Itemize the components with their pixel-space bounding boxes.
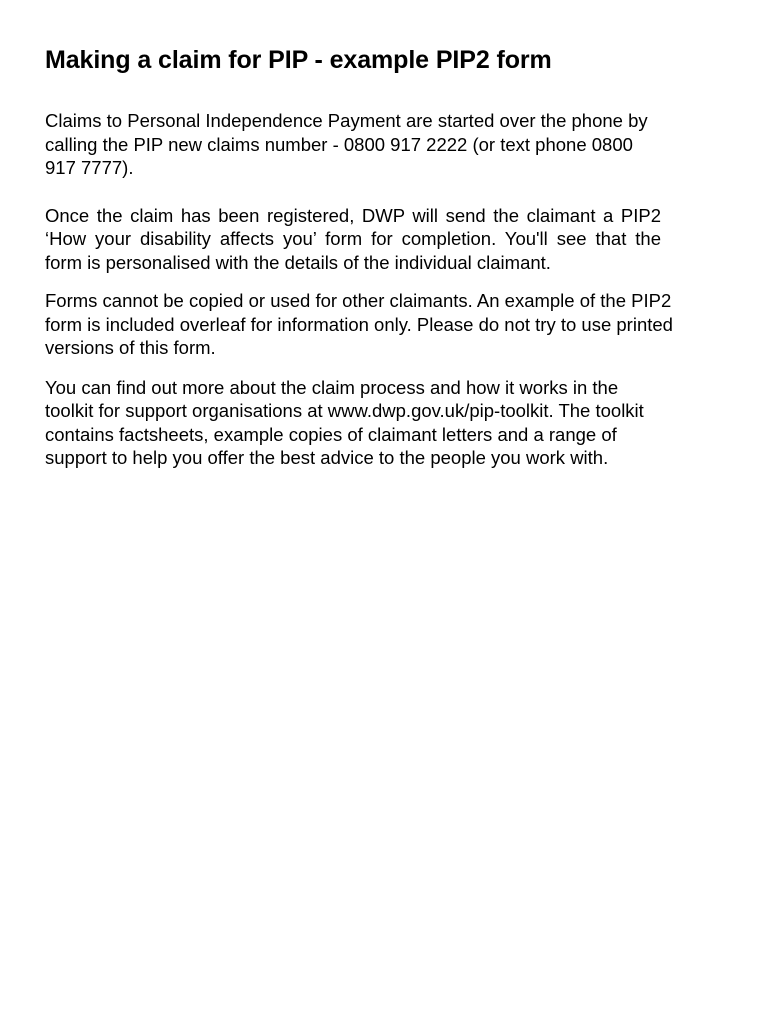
paragraph-spacer	[45, 180, 685, 204]
paragraph-spacer	[45, 274, 685, 289]
document-content	[45, 45, 685, 470]
paragraph-registration: Once the claim has been registered, DWP will send the claimant a PIP2 ‘How your disability affects you’ form for completion. You'll see that the form is personalised with the details of the individual claimant.	[45, 204, 661, 273]
paragraph-toolkit: You can find out more about the claim process and how it works in the toolkit for support organisations at www.dwp.gov.uk/pip-toolkit. The toolkit contains factsheets, example copies of claimant letters and a range of support to help you offer the best advice to the people you work with.	[45, 376, 644, 468]
paragraph-forms-notice: Forms cannot be copied or used for other claimants. An example of the PIP2 form is included overleaf for information only. Please do not try to use printed versions of this form.	[45, 290, 673, 358]
paragraph-spacer	[45, 360, 685, 376]
paragraph-intro: Claims to Personal Independence Payment are started over the phone by calling the PIP new claims number - 0800 917 2222 (or text phone 0800 917 7777).	[45, 110, 648, 178]
page-title: Making a claim for PIP - example PIP2 form	[45, 46, 552, 74]
